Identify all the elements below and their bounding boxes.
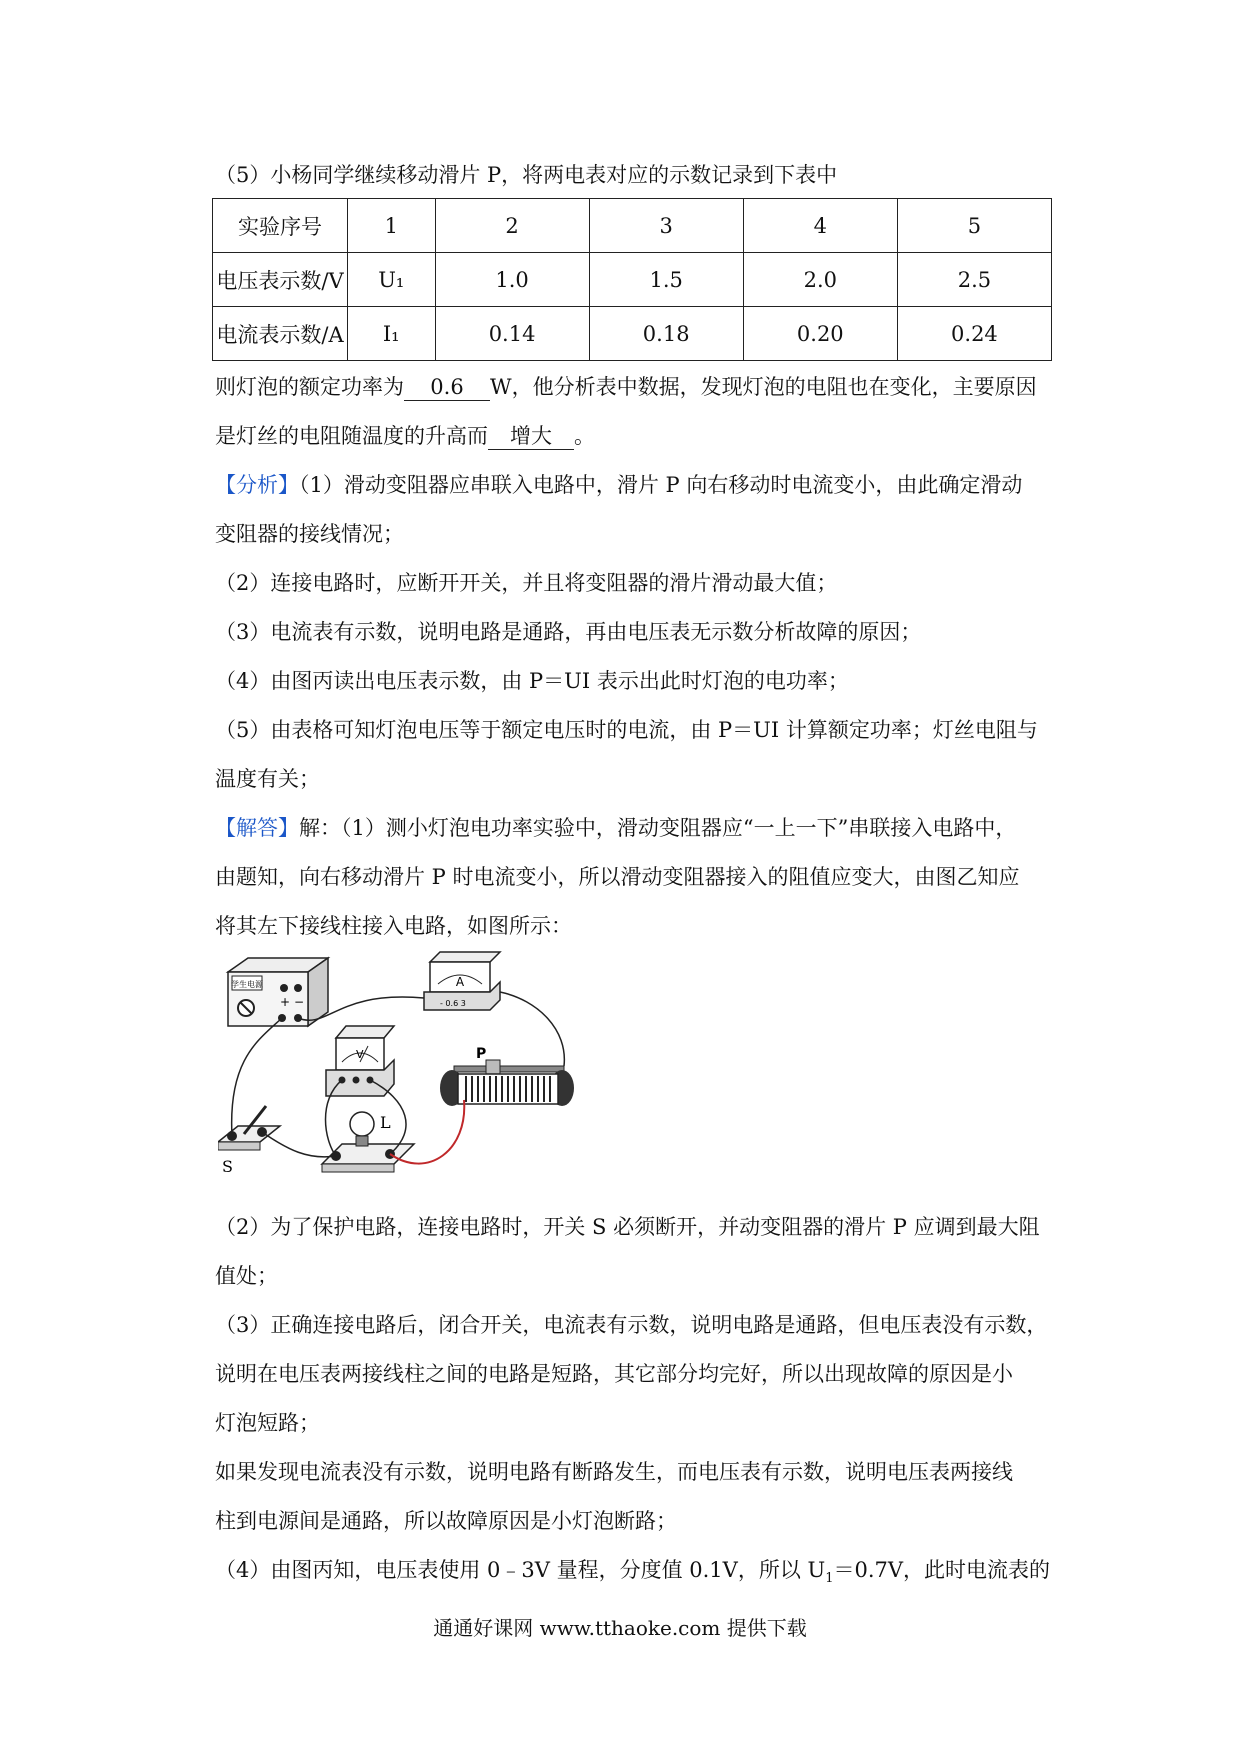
- table-cell: 2: [435, 199, 589, 253]
- voltmeter-letter: V: [356, 1048, 364, 1061]
- solution-line-7: 说明在电压表两接线柱之间的电路是短路，其它部分均完好，所以出现故障的原因是小: [215, 1362, 1013, 1386]
- solution-text: （4）由图丙知，电压表使用 0﹣3V 量程，分度值 0.1V，所以 U: [215, 1558, 826, 1582]
- ammeter-terminals: - 0.6 3: [440, 999, 466, 1008]
- analysis-text: （1）滑动变阻器应串联入电路中，滑片 P 向右移动时电流变小，由此确定滑动: [299, 473, 1023, 497]
- power-supply-label: 学生电源: [231, 980, 263, 989]
- solution-line-6: （3）正确连接电路后，闭合开关，电流表有示数，说明电路是通路，但电压表没有示数，: [215, 1313, 1048, 1337]
- table-cell: 1.0: [435, 253, 589, 307]
- solution-subscript: 1: [825, 1571, 834, 1587]
- table-cell: 5: [897, 199, 1051, 253]
- question-5-intro: （5）小杨同学继续移动滑片 P，将两电表对应的示数记录到下表中: [215, 163, 838, 187]
- table-cell: 实验序号: [213, 199, 348, 253]
- answer-text: 是灯丝的电阻随温度的升高而: [215, 424, 488, 448]
- solution-text: 解：（1）测小灯泡电功率实验中，滑动变阻器应“一上一下”串联接入电路中，: [299, 816, 1017, 840]
- table-cell: 4: [743, 199, 897, 253]
- answer-line-2: [215, 421, 1050, 451]
- table-row: [213, 199, 1052, 253]
- analysis-line-1: [215, 470, 1050, 500]
- rheostat-slider-label: P: [476, 1046, 487, 1062]
- solution-line-2: 由题知，向右移动滑片 P 时电流变小，所以滑动变阻器接入的阻值应变大，由图乙知应: [215, 865, 1020, 889]
- ammeter-icon: [424, 952, 500, 1010]
- solution-line-4: （2）为了保护电路，连接电路时，开关 S 必须断开，并动变阻器的滑片 P 应调到最大阻: [215, 1215, 1040, 1239]
- table-cell: 3: [589, 199, 743, 253]
- solution-tag: 【解答】: [215, 816, 299, 840]
- solution-line-1: [215, 813, 1050, 843]
- analysis-line-6: （5）由表格可知灯泡电压等于额定电压时的电流，由 P＝UI 计算额定功率；灯丝电阻与: [215, 718, 1038, 742]
- table-cell: 0.18: [589, 307, 743, 361]
- rheostat-icon: [440, 1046, 574, 1106]
- solution-line-10: 柱到电源间是通路，所以故障原因是小灯泡断路；: [215, 1509, 677, 1533]
- answer-text: 。: [574, 424, 595, 448]
- table-cell: 0.14: [435, 307, 589, 361]
- table-cell: U₁: [348, 253, 436, 307]
- table-cell: 电压表示数/V: [213, 253, 348, 307]
- table-cell: 1: [348, 199, 436, 253]
- circuit-figure: [218, 950, 638, 1190]
- analysis-line-3: （2）连接电路时，应断开开关，并且将变阻器的滑片滑动最大值；: [215, 571, 838, 595]
- table-cell: 2.0: [743, 253, 897, 307]
- answer-blank-power: 0.6: [404, 374, 490, 401]
- answer-blank-increase: 增大: [488, 423, 574, 450]
- solution-line-9: 如果发现电流表没有示数，说明电路有断路发生，而电压表有示数，说明电压表两接线: [215, 1460, 1013, 1484]
- table-row: [213, 253, 1052, 307]
- plus-terminal-label: +: [280, 995, 291, 1009]
- table-cell: 电流表示数/A: [213, 307, 348, 361]
- power-supply-icon: [228, 958, 328, 1026]
- analysis-tag: 【分析】: [215, 473, 299, 497]
- answer-text: 则灯泡的额定功率为: [215, 375, 404, 399]
- table-cell: 0.20: [743, 307, 897, 361]
- solution-line-3: 将其左下接线柱接入电路，如图所示：: [215, 914, 572, 938]
- page-footer[interactable]: 通通好课网 www.tthaoke.com 提供下载: [433, 1616, 807, 1640]
- analysis-line-2: 变阻器的接线情况；: [215, 522, 404, 546]
- switch-label: S: [222, 1157, 233, 1176]
- answer-line-1: [215, 372, 1050, 402]
- table-cell: I₁: [348, 307, 436, 361]
- table-cell: 1.5: [589, 253, 743, 307]
- table-row: [213, 307, 1052, 361]
- analysis-line-5: （4）由图丙读出电压表示数，由 P＝UI 表示出此时灯泡的电功率；: [215, 669, 849, 693]
- data-table: [212, 198, 1052, 361]
- solution-line-8: 灯泡短路；: [215, 1411, 320, 1435]
- solution-line-5: 值处；: [215, 1264, 278, 1288]
- answer-text: W，他分析表中数据，发现灯泡的电阻也在变化，主要原因: [490, 375, 1037, 399]
- ammeter-letter: A: [455, 975, 465, 989]
- solution-text: ＝0.7V，此时电流表的: [833, 1558, 1051, 1582]
- analysis-line-7: 温度有关；: [215, 767, 320, 791]
- bulb-label: L: [380, 1113, 391, 1132]
- minus-terminal-label: −: [294, 995, 305, 1009]
- analysis-line-4: （3）电流表有示数，说明电路是通路，再由电压表无示数分析故障的原因；: [215, 620, 922, 644]
- table-cell: 0.24: [897, 307, 1051, 361]
- switch-icon: [218, 1106, 280, 1176]
- table-cell: 2.5: [897, 253, 1051, 307]
- solution-line-11: [215, 1555, 1050, 1594]
